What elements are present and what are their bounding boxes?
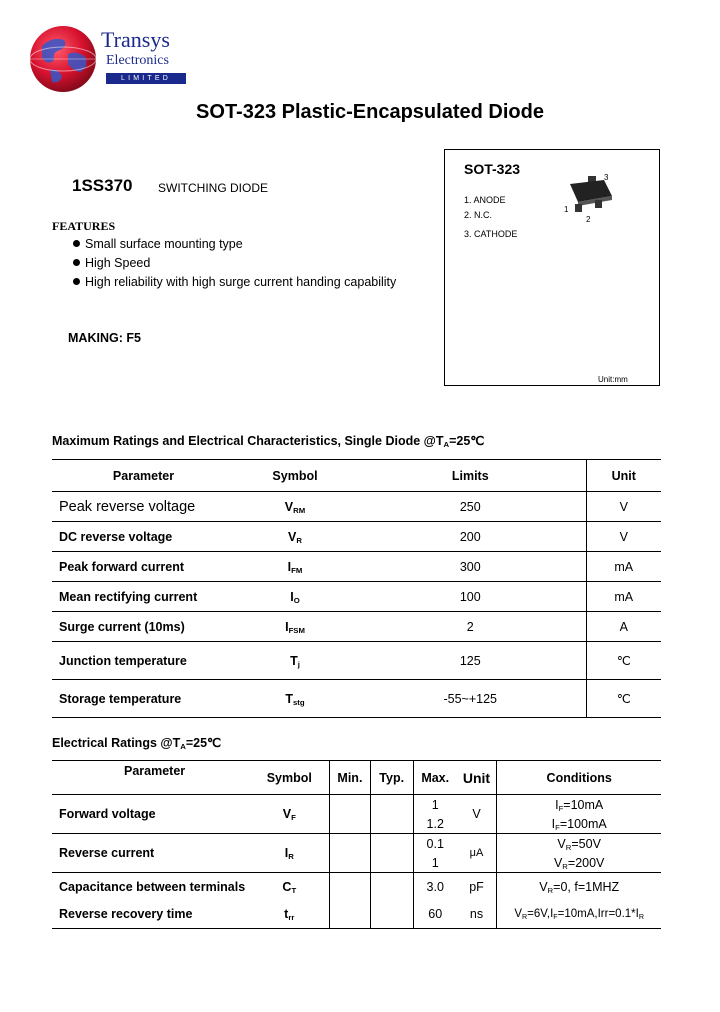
symbol-cell: $V_F$ [282,807,296,822]
param-cell: Peak reverse voltage [52,492,235,522]
marking-code: MAKING: F5 [68,331,141,345]
max-cell: 1 [413,795,456,815]
feature-item: High reliability with high surge current handing capability [73,275,396,289]
elec-ratings-table [52,760,661,929]
features-heading: FEATURES [52,219,116,233]
page-title: SOT-323 Plastic-Encapsulated Diode [196,101,544,123]
unit-note: Unit:mm [598,375,628,384]
param-cell: Reverse current [59,846,155,860]
pin-label: 1 [564,205,569,214]
unit-cell: mA [586,582,661,612]
part-number: 1SS370 [72,176,133,195]
col-header: Symbol [266,770,312,785]
part-description: SWITCHING DIODE [158,181,268,195]
param-cell: DC reverse voltage [52,522,235,552]
symbol-cell: $V_R$ [235,522,355,552]
unit-cell: pF [469,879,484,894]
table-row [52,522,661,552]
col-header: Parameter [52,460,235,492]
condition-cell: $V_R=0$, f=1MHZ [497,873,661,901]
param-cell: Reverse recovery time [59,907,193,922]
unit-cell: ns [469,907,484,922]
condition-cell: $I_F=100mA$ [497,814,661,834]
max-cell: 1 [413,853,456,873]
min-cell [330,901,370,929]
table-row [52,642,661,680]
table-row [52,612,661,642]
unit-cell: V [586,522,661,552]
symbol-cell: $I_{FM}$ [235,552,355,582]
table-row [52,582,661,612]
symbol-cell: $C_T$ [282,879,297,895]
col-header: Unit [586,460,661,492]
symbol-cell: $I_{FSM}$ [235,612,355,642]
symbol-cell: $T_j$ [235,642,355,680]
max-cell: 0.1 [413,834,456,854]
unit-cell: μA [469,847,484,859]
min-cell [330,834,370,873]
condition-cell: $I_F=10mA$ [497,795,661,815]
condition-cell: $V_R=50V$ [497,834,661,854]
table-row [52,834,661,854]
unit-cell: ℃ [586,680,661,718]
typ-cell [370,901,413,929]
limit-cell: 125 [355,642,586,680]
table-row [52,795,661,815]
table-row [52,901,661,929]
col-header: Max. [413,761,456,795]
table-row [52,492,661,522]
col-header: Typ. [370,761,413,795]
bullet-icon [73,240,80,247]
param-cell: Capacitance between terminals [59,879,246,894]
col-header: Limits [355,460,586,492]
pin-label: 2 [586,215,591,224]
package-name: SOT-323 [464,161,521,177]
max-ratings-table [52,459,661,718]
feature-item: Small surface mounting type [73,237,243,251]
param-cell: Junction temperature [52,642,235,680]
elec-ratings-title: Electrical Ratings $@T_A=25℃$ [52,736,222,751]
unit-cell: ℃ [586,642,661,680]
limit-cell: 200 [355,522,586,552]
col-header: Conditions [497,761,661,795]
company-subname: Electronics [106,53,169,68]
pin-label: 3 [604,173,609,182]
pin-2: 2. N.C. [464,210,493,220]
symbol-cell: $I_R$ [284,846,294,861]
col-header: Min. [330,761,370,795]
table-row [52,680,661,718]
sot323-package-icon [558,170,628,225]
typ-cell [370,873,413,901]
company-name: Transys [101,27,170,52]
symbol-cell: $t_{rr}$ [284,907,295,923]
symbol-cell: $T_{stg}$ [235,680,355,718]
max-ratings-title: Maximum Ratings and Electrical Characteristics, Single Diode $@T_A=25℃$ [52,434,485,449]
min-cell [330,795,370,834]
param-cell: Peak forward current [52,552,235,582]
bullet-icon [73,278,80,285]
max-cell: 60 [413,901,456,929]
table-row [52,552,661,582]
bullet-icon [73,259,80,266]
limit-cell: 300 [355,552,586,582]
symbol-cell: $I_O$ [235,582,355,612]
limit-cell: 100 [355,582,586,612]
max-cell: 3.0 [413,873,456,901]
feature-item: High Speed [73,256,150,270]
unit-cell: A [586,612,661,642]
table-row [52,873,661,901]
param-cell: Forward voltage [59,807,156,821]
col-header: Unit [462,769,491,786]
pin-3: 3. CATHODE [464,229,518,239]
globe-logo-icon [28,24,98,94]
param-cell: Storage temperature [52,680,235,718]
condition-cell: $V_R=6V,I_F=10mA,Irr=0.1*I_R$ [497,901,661,929]
typ-cell [370,795,413,834]
pin-1: 1. ANODE [464,195,506,205]
condition-cell: $V_R=200V$ [497,853,661,873]
max-cell: 1.2 [413,814,456,834]
unit-cell: mA [586,552,661,582]
limit-cell: 250 [355,492,586,522]
param-cell: Mean rectifying current [52,582,235,612]
symbol-cell: $V_{RM}$ [235,492,355,522]
min-cell [330,873,370,901]
col-header: Symbol [235,460,355,492]
limit-cell: 2 [355,612,586,642]
company-limited: LIMITED [106,73,186,84]
param-cell: Surge current (10ms) [52,612,235,642]
col-header: Parameter [124,764,186,778]
unit-cell: V [586,492,661,522]
unit-cell: V [472,807,481,821]
limit-cell: -55~+125 [355,680,586,718]
typ-cell [370,834,413,873]
